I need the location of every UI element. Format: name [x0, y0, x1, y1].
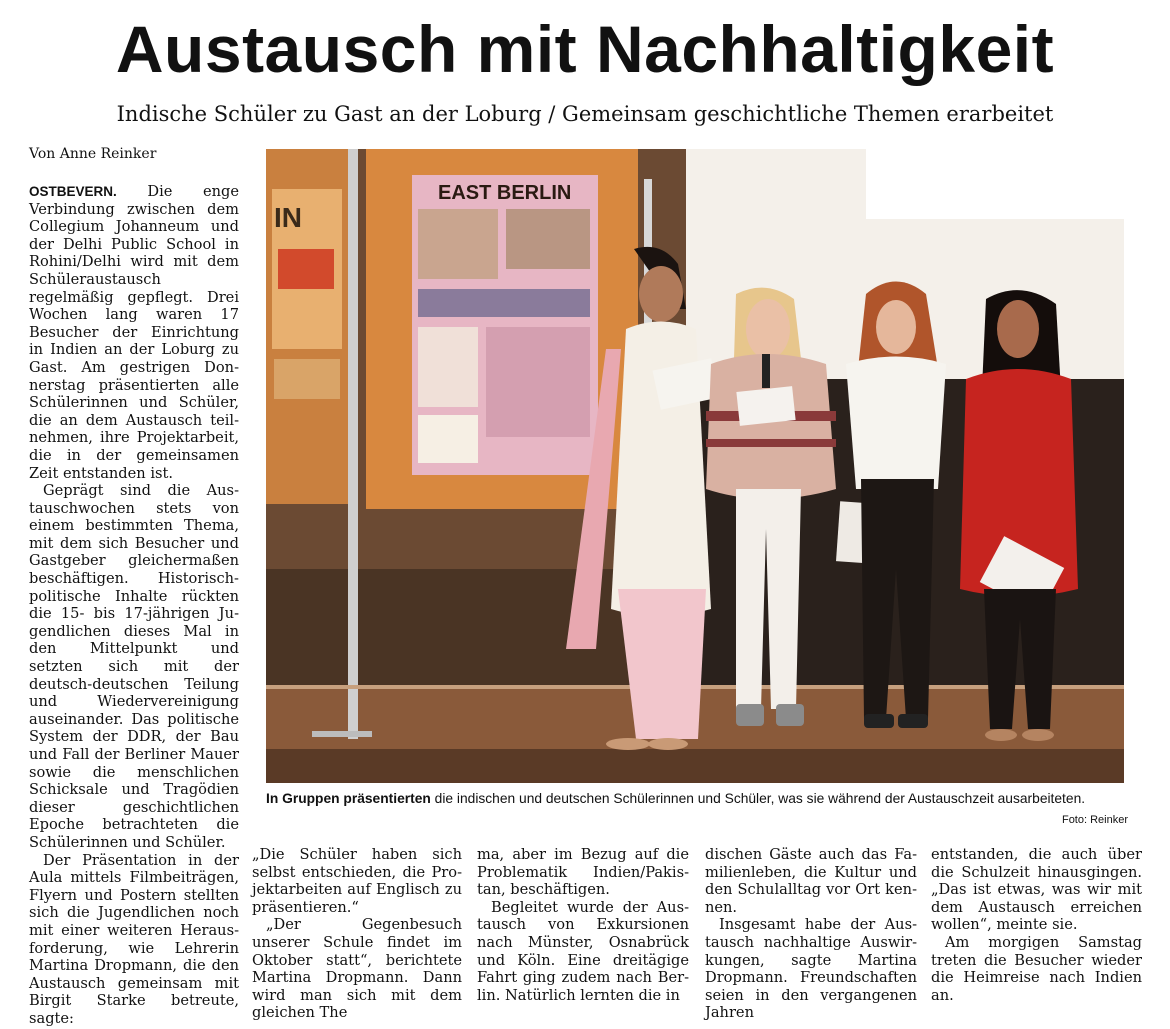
- headline: Austausch mit Nachhaltigkeit: [115, 12, 1055, 86]
- article-paragraph: ma, aber im Bezug auf die Problematik Indien/Pakistan, beschäftigen.: [477, 846, 689, 899]
- paragraph-text: Die enge Verbindung zwischen dem Collegium Johanneum und der Delhi Public School in Rohini/Delhi wird mit dem Schüleraustausch regelmäßig gepflegt. Drei Wochen lang waren 17 Besucher der Einrichtung in Indien an der Loburg zu Gast. Am gestrigen Donnerstag präsentierten alle Schülerinnen und Schüler, die an dem Austausch teilnehmen, ihre Projektarbeit, die in der gemeinsamen Zeit entstanden ist.: [29, 183, 239, 482]
- article-column-5: [931, 846, 1142, 1004]
- article-paragraph: Geprägt sind die Austauschwochen stets von einem bestimmten Thema, mit dem sich Besucher und Gastgeber gleichermaßen beschäftigen. Historisch-politische Inhalte rückten die 15- bis 17-jährigen Jugendlichen dieses Mal in den Mittelpunkt und setzten sich mit der deutsch-deutschen Teilung und Wiedervereinigung auseinander. Das politische System der DDR, der Bau und Fall der Berliner Mauer sowie die menschlichen Schicksale und Tragödien dieser geschichtlichen Epoche betrachteten die Schülerinnen und Schüler.: [29, 482, 239, 851]
- article-column-4: [705, 846, 917, 1022]
- article-column-1: [29, 183, 239, 1028]
- article-column-2: [252, 846, 462, 1022]
- photo-caption: [266, 790, 1132, 807]
- article-paragraph: Am morgigen Samstag treten die Besucher wieder die Heimreise nach Indien an.: [931, 933, 1142, 1004]
- article-paragraph: Insgesamt habe der Austausch nachhaltige Auswirkungen, sagte Martina Dropmann. Freundschaften seien in den vergangenen Jahren: [705, 916, 917, 1022]
- article-paragraph: [29, 183, 239, 482]
- article-paragraph: „Der Gegenbesuch unserer Schule findet im Oktober statt“, berichtete Martina Dropmann. Dann wird man sich mit dem gleichen The: [252, 916, 462, 1022]
- byline: Von Anne Reinker: [29, 146, 157, 162]
- dateline: OSTBEVERN.: [29, 184, 117, 199]
- article-paragraph: entstanden, die auch über die Schulzeit hinausgingen. „Das ist etwas, was wir mit dem Austausch erreichen wollen“, meinte sie.: [931, 846, 1142, 934]
- poster-title: EAST BERLIN: [438, 182, 572, 204]
- article-paragraph: dischen Gäste auch das Familienleben, die Kultur und den Schulalltag vor Ort kennen.: [705, 846, 917, 916]
- article-column-3: [477, 846, 689, 1004]
- caption-lead: In Gruppen präsentierten: [266, 791, 431, 806]
- article-paragraph: Begleitet wurde der Austausch von Exkursionen nach Münster, Osnabrück und Köln. Eine dreitägige Fahrt ging zudem nach Berlin. Natürlich lernten die in: [477, 898, 689, 1004]
- article-paragraph: „Die Schüler haben sich selbst entschieden, die Projektarbeiten auf Englisch zu präsentieren.“: [252, 846, 462, 916]
- photo-credit: Foto: Reinker: [1061, 814, 1128, 826]
- subheadline: Indische Schüler zu Gast an der Loburg / Gemeinsam geschichtliche Themen erarbeitet: [116, 102, 1054, 126]
- article-paragraph: Der Präsentation in der Aula mittels Filmbeiträgen, Flyern und Postern stellten sich die Jugendlichen noch mit einer weiteren Herausforderung, wie Lehrerin Martina Dropmann, die den Austausch gemeinsam mit Birgit Starke betreute, sagte:: [29, 851, 239, 1027]
- article-photo: [266, 149, 1124, 783]
- left-poster-text: IN: [274, 202, 302, 233]
- caption-text: die indischen und deutschen Schülerinnen und Schüler, was sie während der Austauschzeit ausarbeiteten.: [430, 791, 1086, 806]
